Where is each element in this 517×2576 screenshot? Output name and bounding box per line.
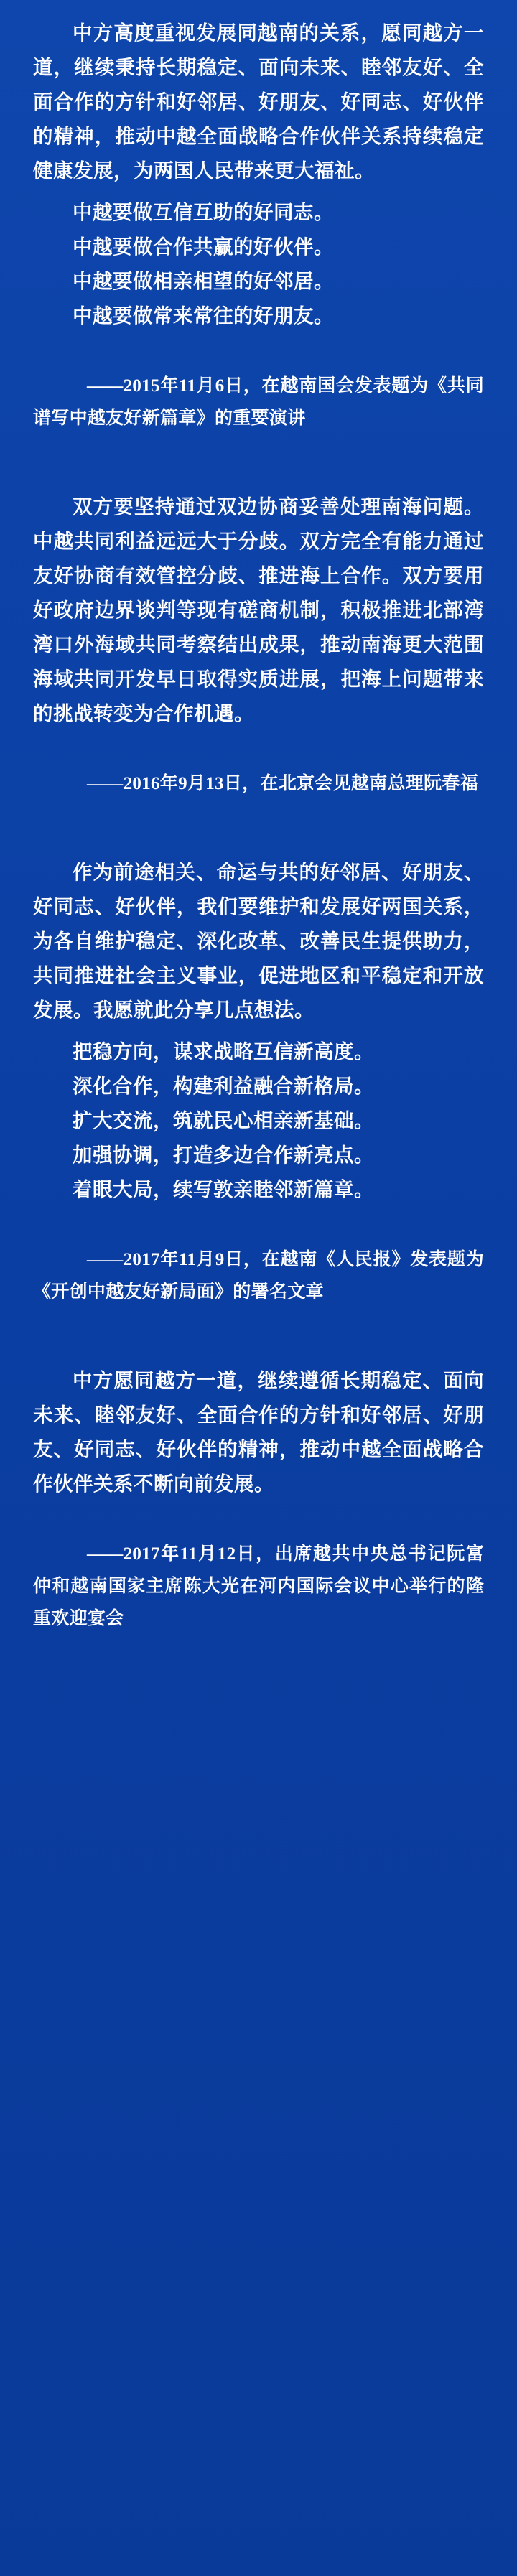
quote-source: ——2016年9月13日，在北京会见越南总理阮春福	[87, 774, 479, 793]
spacer	[33, 188, 484, 195]
quote-section-4	[33, 1363, 484, 1635]
quote-paragraph: 中方愿同越方一道，继续遵循长期稳定、面向未来、睦邻友好、全面合作的方针和好邻居、好朋友、好同志、好伙伴的精神，推动中越全面战略合作伙伴关系不断向前发展。	[33, 1369, 484, 1495]
quote-source: ——2017年11月9日，在越南《人民报》发表题为《开创中越友好新局面》的署名文章	[33, 1250, 484, 1302]
quote-line: 深化合作，构建利益融合新格局。	[73, 1075, 374, 1097]
spacer	[33, 1207, 484, 1226]
section-gap	[33, 818, 484, 855]
quote-paragraph: 中方高度重视发展同越南的关系，愿同越方一道，继续秉持长期稳定、面向未来、睦邻友好、全面合作的方针和好邻居、好朋友、好同志、好伙伴的精神，推动中越全面战略合作伙伴关系持续稳定健康发展，为两国人民带来更大福祉。	[33, 22, 484, 182]
quote-section-2	[33, 490, 484, 800]
spacer	[33, 1027, 484, 1035]
quote-paragraph: 作为前途相关、命运与共的好邻居、好朋友、好同志、好伙伴，我们要维护和发展好两国关系，为各自维护稳定、深化改革、改善民生提供助力，共同推进社会主义事业，促进地区和平稳定和开放发展。我愿就此分享几点想法。	[33, 861, 484, 1021]
quote-line: 中越要做相亲相望的好邻居。	[73, 270, 334, 292]
quote-source: ——2015年11月6日，在越南国会发表题为《共同谱写中越友好新篇章》的重要演讲	[33, 376, 484, 428]
quote-line: 扩大交流，筑就民心相亲新基础。	[73, 1109, 374, 1131]
quote-paragraph: 双方要坚持通过双边协商妥善处理南海问题。中越共同利益远远大于分歧。双方完全有能力通过友好协商有效管控分歧、推进海上合作。双方要用好政府边界谈判等现有磋商机制，积极推进北部湾湾口外海域共同考察结出成果，推动南海更大范围海域共同开发早日取得实质进展，把海上问题带来的挑战转变为合作机遇。	[33, 495, 484, 724]
quote-section-3	[33, 855, 484, 1308]
section-gap	[33, 452, 484, 490]
quote-line: 中越要做互信互助的好同志。	[73, 201, 334, 223]
quote-section-1	[33, 16, 484, 434]
spacer	[33, 333, 484, 352]
spacer	[33, 1501, 484, 1520]
quote-line: 中越要做合作共赢的好伙伴。	[73, 235, 334, 258]
quote-line: 中越要做常来常往的好朋友。	[73, 304, 334, 327]
spacer	[33, 731, 484, 750]
quote-line: 把稳方向，谋求战略互信新高度。	[73, 1040, 374, 1063]
quote-source: ——2017年11月12日，出席越共中央总书记阮富仲和越南国家主席陈大光在河内国际会议中心举行的隆重欢迎宴会	[33, 1544, 484, 1628]
top-spacer	[33, 0, 484, 16]
section-gap	[33, 1326, 484, 1363]
quote-line: 加强协调，打造多边合作新亮点。	[73, 1144, 374, 1166]
quote-line: 着眼大局，续写敦亲睦邻新篇章。	[73, 1178, 374, 1200]
